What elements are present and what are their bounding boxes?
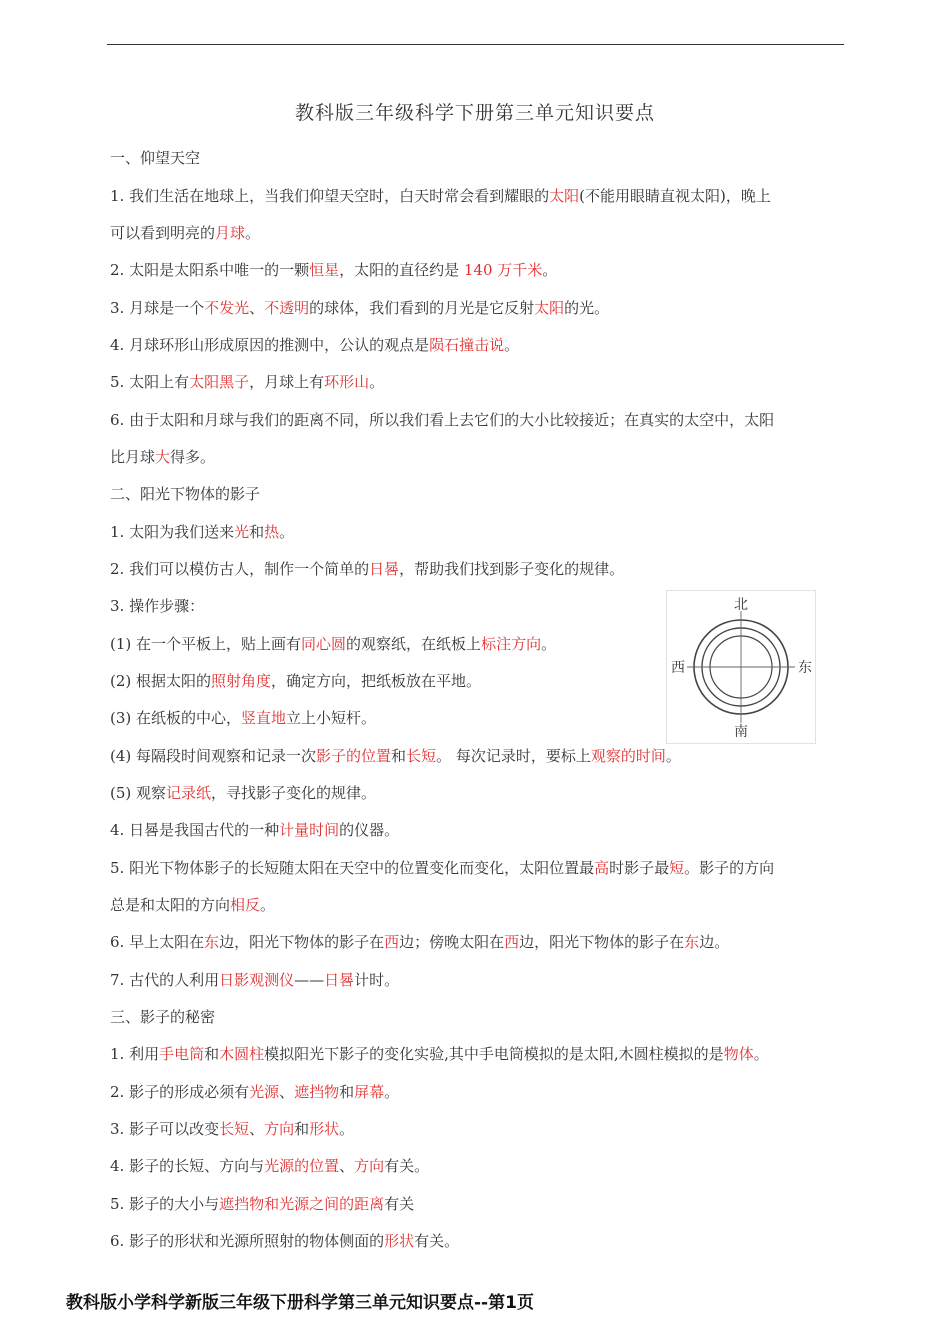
text-segment: 3. 影子可以改变 (110, 1120, 220, 1138)
text-segment: 6. 由于太阳和月球与我们的距离不同，所以我们看上去它们的大小比较接近；在真实的太空中，太阳 (110, 411, 775, 429)
text-line (110, 1081, 399, 1103)
section-heading: 三、影子的秘密 (110, 1008, 216, 1026)
text-line (110, 595, 204, 617)
text-line (110, 782, 376, 804)
highlight-term: 陨石撞击说 (429, 336, 505, 354)
text-line (110, 633, 556, 655)
sundial-diagram (666, 590, 816, 744)
highlight-term: 东 (684, 933, 700, 951)
text-line (110, 1118, 354, 1140)
highlight-term: 形状 (309, 1120, 340, 1138)
text-segment: (不能用眼睛直视太阳)，晚上 (579, 187, 771, 205)
text-segment: 和 (391, 747, 407, 765)
text-segment: 计时。 (354, 971, 400, 989)
text-segment: 立上小短杆。 (286, 709, 377, 727)
highlight-term: 西 (504, 933, 520, 951)
highlight-term: 不发光 (204, 299, 250, 317)
highlight-term: 大 (155, 448, 171, 466)
text-segment: 时影子最 (609, 859, 670, 877)
text-segment: 。 (753, 1045, 769, 1063)
text-segment: 2. 我们可以模仿古人，制作一个简单的 (110, 560, 370, 578)
section-heading: 二、阳光下物体的影子 (110, 485, 261, 503)
text-segment: 有关。 (414, 1232, 460, 1250)
highlight-term: 遮挡物和光源之间的距离 (219, 1195, 385, 1213)
text-segment: 模拟阳光下影子的变化实验,其中手电筒模拟的是太阳,木圆柱模拟的是 (264, 1045, 724, 1063)
text-segment: 。 (504, 336, 520, 354)
text-segment: 。 (369, 373, 385, 391)
text-segment: 1. 利用 (110, 1045, 160, 1063)
concentric-circles-figure (667, 591, 815, 743)
highlight-term: 记录纸 (166, 784, 212, 802)
south-label: 南 (734, 724, 748, 740)
text-segment: ，帮助我们找到影子变化的规律。 (399, 560, 625, 578)
highlight-term: 形状 (384, 1232, 415, 1250)
text-segment: 3. 月球是一个 (110, 299, 205, 317)
highlight-term: 木圆柱 (219, 1045, 265, 1063)
text-line (110, 819, 399, 841)
text-segment: 、 (279, 1083, 295, 1101)
text-line (110, 1043, 769, 1065)
text-segment: 1. 我们生活在地球上，当我们仰望天空时，白天时常会看到耀眼的 (110, 187, 550, 205)
text-line (110, 857, 774, 879)
highlight-term: 计量时间 (279, 821, 340, 839)
text-line (110, 894, 275, 916)
highlight-term: 长短 (406, 747, 437, 765)
highlight-term: 太阳 (534, 299, 565, 317)
text-segment: 边。 (699, 933, 730, 951)
text-line (110, 297, 609, 319)
highlight-term: 相反 (230, 896, 261, 914)
text-line (110, 931, 729, 953)
text-line (110, 707, 376, 729)
text-segment: 有关。 (384, 1157, 430, 1175)
text-segment: 5. 阳光下物体影子的长短随太阳在天空中的位置变化而变化，太阳位置最 (110, 859, 595, 877)
text-segment: 边；傍晚太阳在 (399, 933, 505, 951)
text-line (110, 446, 215, 468)
text-segment: 、 (249, 1120, 265, 1138)
document-title: 教科版三年级科学下册第三单元知识要点 (294, 102, 655, 124)
section-heading: 一、仰望天空 (110, 149, 201, 167)
text-segment: 。 (279, 523, 295, 541)
text-segment: 7. 古代的人利用 (110, 971, 220, 989)
highlight-term: 140 万千米 (463, 261, 543, 279)
highlight-term: 方向 (264, 1120, 295, 1138)
text-segment: —— (294, 971, 325, 989)
text-line (110, 1155, 429, 1177)
text-line (110, 222, 260, 244)
text-segment: 、 (249, 299, 265, 317)
text-segment: 。 (260, 896, 276, 914)
text-segment: 2. 太阳是太阳系中唯一的一颗 (110, 261, 310, 279)
text-segment: 。 每次记录时，要标上 (436, 747, 591, 765)
highlight-term: 西 (384, 933, 400, 951)
text-segment: (4) 每隔段时间观察和记录一次 (110, 747, 317, 765)
top-rule (107, 44, 844, 45)
text-line (110, 1193, 414, 1215)
text-segment: 边，阳光下物体的影子在 (519, 933, 685, 951)
highlight-term: 短 (669, 859, 685, 877)
text-segment: 6. 早上太阳在 (110, 933, 205, 951)
highlight-term: 物体 (723, 1045, 754, 1063)
text-line (110, 185, 771, 207)
highlight-term: 东 (204, 933, 220, 951)
text-segment: ，太阳的直径约是 (339, 261, 464, 279)
text-segment: ，月球上有 (249, 373, 325, 391)
text-segment: 。 (384, 1083, 400, 1101)
text-segment: 1. 太阳为我们送来 (110, 523, 235, 541)
text-segment: 5. 太阳上有 (110, 373, 190, 391)
text-line (110, 371, 384, 393)
text-line (110, 334, 519, 356)
highlight-term: 遮挡物 (294, 1083, 340, 1101)
text-line (110, 969, 399, 991)
text-segment: 、 (339, 1157, 355, 1175)
text-segment: 有关 (384, 1195, 415, 1213)
highlight-term: 不透明 (264, 299, 310, 317)
text-segment: 的球体，我们看到的月光是它反射 (309, 299, 535, 317)
highlight-term: 高 (594, 859, 610, 877)
text-line (110, 670, 481, 692)
highlight-term: 日晷 (369, 560, 400, 578)
highlight-term: 竖直地 (241, 709, 287, 727)
text-segment: 。 (665, 747, 681, 765)
text-line (110, 1230, 459, 1252)
text-segment: (3) 在纸板的中心， (110, 709, 242, 727)
text-line (110, 409, 774, 431)
text-segment: 的观察纸，在纸板上 (346, 635, 482, 653)
text-segment: (5) 观察 (110, 784, 167, 802)
text-segment: 可以看到明亮的 (110, 224, 216, 242)
text-line (110, 259, 557, 281)
highlight-term: 屏幕 (354, 1083, 385, 1101)
text-segment: 。 (245, 224, 261, 242)
text-segment: 4. 影子的长短、方向与 (110, 1157, 265, 1175)
highlight-term: 太阳黑子 (189, 373, 250, 391)
text-segment: 。 (542, 261, 558, 279)
highlight-term: 环形山 (324, 373, 370, 391)
text-segment: 比月球 (110, 448, 156, 466)
text-segment: (2) 根据太阳的 (110, 672, 212, 690)
text-segment: 3. 操作步骤： (110, 597, 205, 615)
text-segment: 2. 影子的形成必须有 (110, 1083, 250, 1101)
text-segment: 和 (294, 1120, 310, 1138)
text-segment: 。 (541, 635, 557, 653)
highlight-term: 长短 (219, 1120, 250, 1138)
text-segment: 边，阳光下物体的影子在 (219, 933, 385, 951)
text-line (110, 745, 681, 767)
east-label: 东 (798, 660, 812, 676)
text-segment: 。影子的方向 (684, 859, 775, 877)
highlight-term: 手电筒 (159, 1045, 205, 1063)
highlight-term: 光源的位置 (264, 1157, 340, 1175)
highlight-term: 光源 (249, 1083, 280, 1101)
highlight-term: 太阳 (549, 187, 580, 205)
text-segment: 总是和太阳的方向 (110, 896, 231, 914)
page-footer: 教科版小学科学新版三年级下册科学第三单元知识要点--第1页 (66, 1293, 534, 1313)
highlight-term: 照射角度 (211, 672, 272, 690)
highlight-term: 同心圆 (301, 635, 347, 653)
text-segment: 和 (339, 1083, 355, 1101)
text-segment: 4. 日晷是我国古代的一种 (110, 821, 280, 839)
highlight-term: 热 (264, 523, 280, 541)
text-segment: ，寻找影子变化的规律。 (211, 784, 377, 802)
text-segment: 4. 月球环形山形成原因的推测中，公认的观点是 (110, 336, 430, 354)
text-segment: (1) 在一个平板上，贴上画有 (110, 635, 302, 653)
west-label: 西 (671, 660, 685, 676)
text-segment: 5. 影子的大小与 (110, 1195, 220, 1213)
text-segment: 的光。 (564, 299, 610, 317)
north-label: 北 (734, 597, 748, 613)
highlight-term: 影子的位置 (316, 747, 392, 765)
text-segment: 6. 影子的形状和光源所照射的物体侧面的 (110, 1232, 385, 1250)
highlight-term: 恒星 (309, 261, 340, 279)
highlight-term: 方向 (354, 1157, 385, 1175)
highlight-term: 观察的时间 (590, 747, 666, 765)
text-segment: 。 (339, 1120, 355, 1138)
highlight-term: 标注方向 (481, 635, 542, 653)
highlight-term: 日影观测仪 (219, 971, 295, 989)
text-segment: ，确定方向，把纸板放在平地。 (271, 672, 482, 690)
highlight-term: 光 (234, 523, 250, 541)
text-segment: 的仪器。 (339, 821, 400, 839)
highlight-term: 日晷 (324, 971, 355, 989)
text-line (110, 558, 624, 580)
text-segment: 和 (249, 523, 265, 541)
text-segment: 和 (204, 1045, 220, 1063)
text-segment: 得多。 (170, 448, 216, 466)
text-line (110, 521, 294, 543)
highlight-term: 月球 (215, 224, 246, 242)
